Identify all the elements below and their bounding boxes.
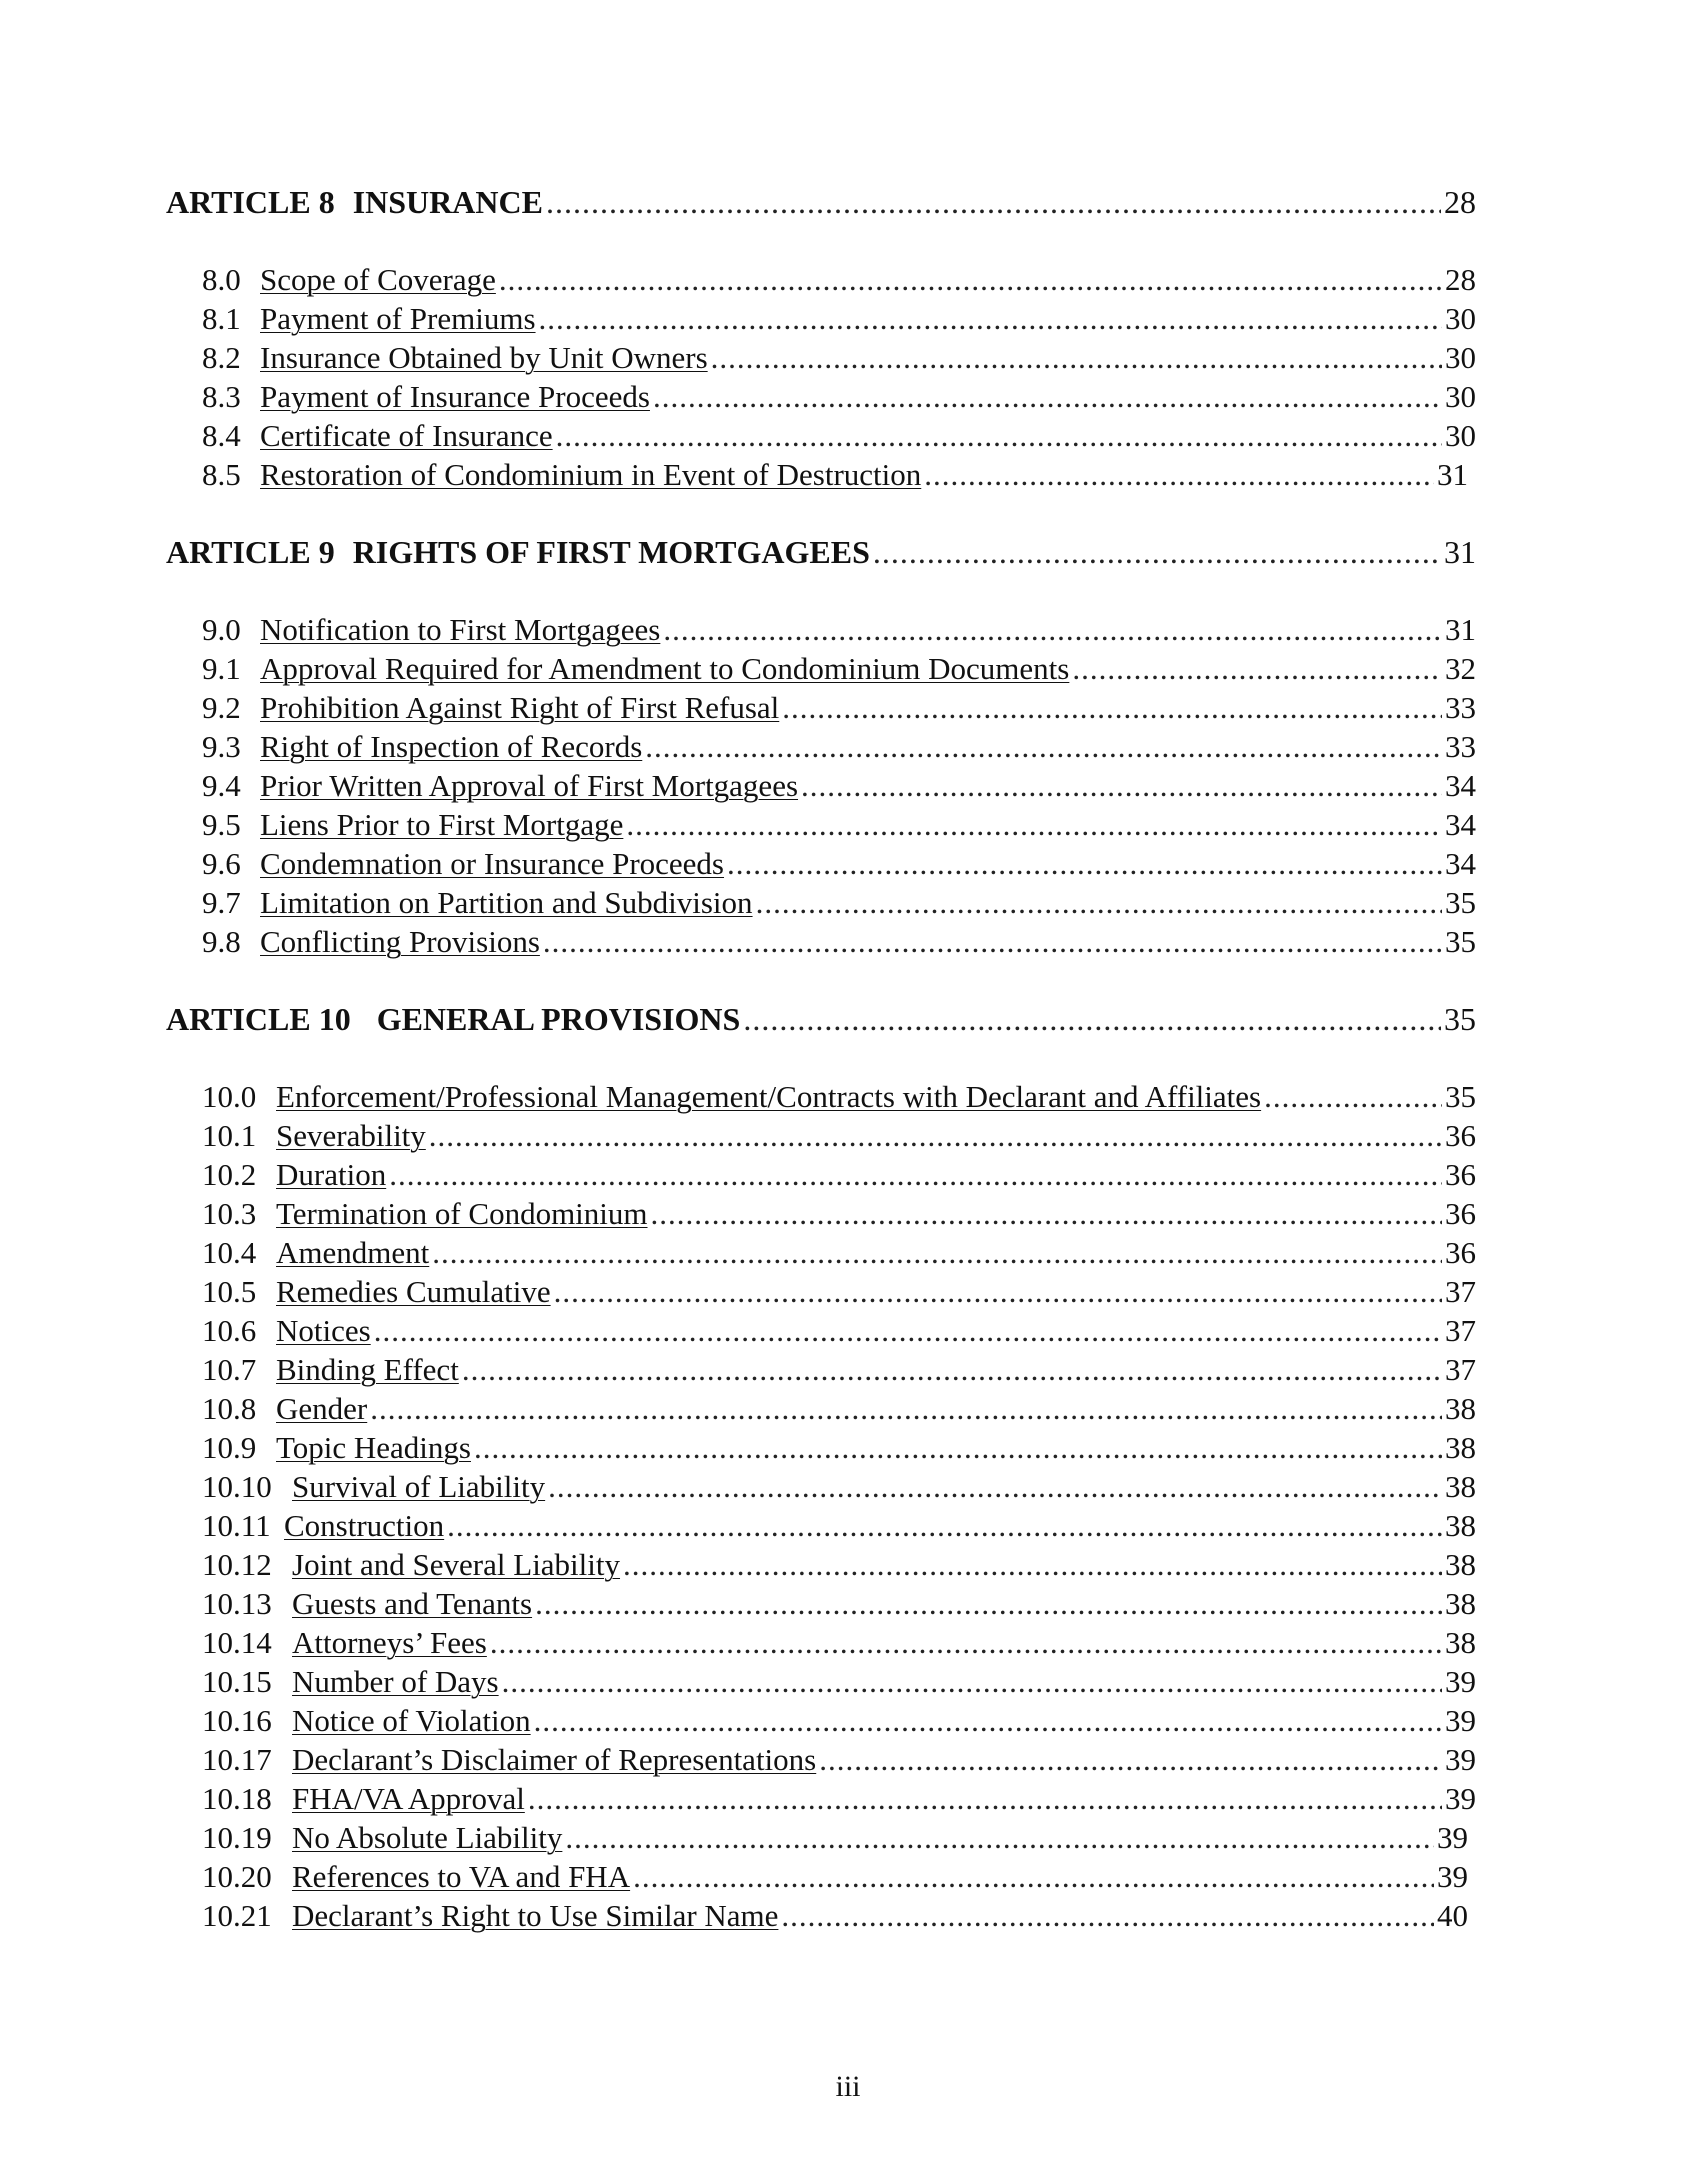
section-page: 34 xyxy=(1445,807,1476,842)
section-number: 9.6 xyxy=(202,846,241,881)
dot-leader xyxy=(727,844,1442,883)
dot-leader xyxy=(651,1194,1442,1233)
section-number: 9.4 xyxy=(202,768,241,803)
section-title: Notification to First Mortgagees xyxy=(260,612,661,647)
section-title: Notice of Violation xyxy=(292,1703,531,1738)
section-title: Declarant’s Disclaimer of Representations xyxy=(292,1742,817,1777)
toc-entry xyxy=(202,1740,1476,1779)
dot-leader xyxy=(539,299,1442,338)
table-of-contents xyxy=(166,182,1476,1973)
dot-leader xyxy=(534,1701,1442,1740)
toc-entry xyxy=(202,1896,1476,1935)
section-number: 10.2 xyxy=(202,1157,257,1192)
article-page: 28 xyxy=(1444,184,1476,220)
toc-entry xyxy=(202,883,1476,922)
section-number: 9.0 xyxy=(202,612,241,647)
dot-leader xyxy=(782,688,1442,727)
dot-leader xyxy=(623,1545,1442,1584)
section-page: 35 xyxy=(1445,924,1476,959)
section-number: 10.1 xyxy=(202,1118,257,1153)
dot-leader xyxy=(565,1818,1434,1857)
section-title: Severability xyxy=(276,1118,426,1153)
section-number: 10.3 xyxy=(202,1196,257,1231)
toc-entry xyxy=(202,1311,1476,1350)
section-page: 39 xyxy=(1445,1781,1476,1816)
toc-article-9 xyxy=(166,532,1476,572)
section-page: 39 xyxy=(1437,1859,1468,1894)
article-number: ARTICLE 8 xyxy=(166,184,335,220)
section-title: Topic Headings xyxy=(276,1430,471,1465)
toc-entry xyxy=(202,1272,1476,1311)
section-number: 9.1 xyxy=(202,651,241,686)
dot-leader xyxy=(546,182,1441,222)
toc-entry xyxy=(202,1545,1476,1584)
article-10-sections xyxy=(202,1077,1476,1935)
toc-entry xyxy=(202,1116,1476,1155)
article-9-sections xyxy=(202,610,1476,961)
toc-entry xyxy=(202,1701,1476,1740)
section-number: 8.1 xyxy=(202,301,241,336)
section-title: Prohibition Against Right of First Refusal xyxy=(260,690,780,725)
toc-entry xyxy=(202,1428,1476,1467)
section-title: Payment of Premiums xyxy=(260,301,536,336)
dot-leader xyxy=(711,338,1442,377)
section-number: 10.11 xyxy=(202,1508,271,1543)
section-page: 32 xyxy=(1445,651,1476,686)
section-number: 8.4 xyxy=(202,418,241,453)
section-page: 38 xyxy=(1445,1469,1476,1504)
section-page: 30 xyxy=(1445,418,1476,453)
article-number: ARTICLE 9 xyxy=(166,534,335,570)
toc-article-8 xyxy=(166,182,1476,222)
section-number: 10.4 xyxy=(202,1235,257,1270)
section-title: Attorneys’ Fees xyxy=(292,1625,487,1660)
dot-leader xyxy=(645,727,1442,766)
dot-leader xyxy=(462,1350,1442,1389)
section-page: 28 xyxy=(1445,262,1476,297)
section-title: Number of Days xyxy=(292,1664,499,1699)
section-title: Guests and Tenants xyxy=(292,1586,533,1621)
section-page: 39 xyxy=(1445,1703,1476,1738)
section-title: Restoration of Condominium in Event of Destruction xyxy=(260,457,922,492)
section-page: 36 xyxy=(1445,1196,1476,1231)
section-number: 10.12 xyxy=(202,1547,272,1582)
toc-entry xyxy=(202,260,1476,299)
section-title: Declarant’s Right to Use Similar Name xyxy=(292,1898,779,1933)
dot-leader xyxy=(873,532,1441,572)
page-number: iii xyxy=(835,2070,861,2103)
section-page: 40 xyxy=(1437,1898,1468,1933)
dot-leader xyxy=(663,610,1442,649)
section-title: References to VA and FHA xyxy=(292,1859,631,1894)
toc-article-10 xyxy=(166,999,1476,1039)
section-number: 10.19 xyxy=(202,1820,272,1855)
dot-leader xyxy=(653,377,1442,416)
section-page: 37 xyxy=(1445,1352,1476,1387)
section-page: 36 xyxy=(1445,1235,1476,1270)
article-page: 35 xyxy=(1444,1001,1476,1037)
section-number: 10.21 xyxy=(202,1898,272,1933)
dot-leader xyxy=(924,455,1434,494)
section-title: Enforcement/Professional Management/Contracts with Declarant and Affiliates xyxy=(276,1079,1262,1114)
section-page: 37 xyxy=(1445,1313,1476,1348)
dot-leader xyxy=(370,1389,1442,1428)
section-title: Conflicting Provisions xyxy=(260,924,540,959)
section-title: Prior Written Approval of First Mortgagees xyxy=(260,768,799,803)
section-number: 8.0 xyxy=(202,262,241,297)
section-title: Notices xyxy=(276,1313,371,1348)
section-page: 34 xyxy=(1445,768,1476,803)
dot-leader xyxy=(556,416,1442,455)
section-number: 10.9 xyxy=(202,1430,257,1465)
article-8-sections xyxy=(202,260,1476,494)
section-page: 35 xyxy=(1445,885,1476,920)
toc-entry xyxy=(202,1389,1476,1428)
section-title: Condemnation or Insurance Proceeds xyxy=(260,846,725,881)
toc-entry xyxy=(202,1818,1476,1857)
toc-entry xyxy=(202,377,1476,416)
section-page: 31 xyxy=(1445,612,1476,647)
section-page: 39 xyxy=(1437,1820,1468,1855)
toc-entry xyxy=(202,922,1476,961)
section-number: 8.2 xyxy=(202,340,241,375)
dot-leader xyxy=(447,1506,1442,1545)
section-page: 33 xyxy=(1445,729,1476,764)
section-page: 36 xyxy=(1445,1157,1476,1192)
dot-leader xyxy=(801,766,1442,805)
section-title: No Absolute Liability xyxy=(292,1820,563,1855)
section-number: 9.5 xyxy=(202,807,241,842)
section-number: 10.6 xyxy=(202,1313,257,1348)
section-page: 30 xyxy=(1445,301,1476,336)
toc-entry xyxy=(202,1350,1476,1389)
section-page: 33 xyxy=(1445,690,1476,725)
toc-entry xyxy=(202,766,1476,805)
dot-leader xyxy=(432,1233,1442,1272)
section-page: 38 xyxy=(1445,1586,1476,1621)
toc-entry xyxy=(202,1662,1476,1701)
article-number: ARTICLE 10 xyxy=(166,1001,351,1037)
dot-leader xyxy=(528,1779,1442,1818)
section-title: Insurance Obtained by Unit Owners xyxy=(260,340,708,375)
section-number: 10.10 xyxy=(202,1469,272,1504)
toc-entry xyxy=(202,1155,1476,1194)
section-title: Duration xyxy=(276,1157,387,1192)
toc-entry xyxy=(202,1623,1476,1662)
section-number: 10.7 xyxy=(202,1352,257,1387)
toc-entry xyxy=(202,416,1476,455)
toc-entry xyxy=(202,727,1476,766)
section-title: Amendment xyxy=(276,1235,430,1270)
dot-leader xyxy=(429,1116,1442,1155)
section-title: Termination of Condominium xyxy=(276,1196,648,1231)
section-page: 38 xyxy=(1445,1625,1476,1660)
section-page: 38 xyxy=(1445,1547,1476,1582)
section-page: 31 xyxy=(1437,457,1468,492)
section-page: 38 xyxy=(1445,1508,1476,1543)
section-number: 10.18 xyxy=(202,1781,272,1816)
section-title: Payment of Insurance Proceeds xyxy=(260,379,650,414)
toc-entry xyxy=(202,299,1476,338)
section-number: 10.14 xyxy=(202,1625,272,1660)
dot-leader xyxy=(1072,649,1442,688)
section-page: 30 xyxy=(1445,340,1476,375)
section-title: Limitation on Partition and Subdivision xyxy=(260,885,753,920)
toc-entry xyxy=(202,1857,1476,1896)
toc-entry xyxy=(202,338,1476,377)
section-number: 8.3 xyxy=(202,379,241,414)
section-page: 39 xyxy=(1445,1664,1476,1699)
article-title: GENERAL PROVISIONS xyxy=(376,1001,741,1037)
section-number: 9.3 xyxy=(202,729,241,764)
toc-entry xyxy=(202,1194,1476,1233)
section-number: 10.5 xyxy=(202,1274,257,1309)
article-title: RIGHTS OF FIRST MORTGAGEES xyxy=(352,534,870,570)
article-title: INSURANCE xyxy=(352,184,543,220)
section-number: 10.8 xyxy=(202,1391,257,1426)
section-title: Binding Effect xyxy=(276,1352,459,1387)
section-title: FHA/VA Approval xyxy=(292,1781,525,1816)
toc-entry xyxy=(202,610,1476,649)
dot-leader xyxy=(1264,1077,1442,1116)
toc-entry xyxy=(202,1779,1476,1818)
section-page: 38 xyxy=(1445,1430,1476,1465)
section-number: 9.7 xyxy=(202,885,241,920)
section-title: Right of Inspection of Records xyxy=(260,729,643,764)
dot-leader xyxy=(743,999,1441,1039)
toc-entry xyxy=(202,1584,1476,1623)
toc-entry xyxy=(202,805,1476,844)
toc-entry xyxy=(202,844,1476,883)
dot-leader xyxy=(626,805,1442,844)
dot-leader xyxy=(633,1857,1434,1896)
section-number: 10.16 xyxy=(202,1703,272,1738)
section-number: 10.20 xyxy=(202,1859,272,1894)
dot-leader xyxy=(554,1272,1442,1311)
section-title: Gender xyxy=(276,1391,368,1426)
dot-leader xyxy=(374,1311,1442,1350)
toc-entry xyxy=(202,1467,1476,1506)
section-number: 10.15 xyxy=(202,1664,272,1699)
dot-leader xyxy=(535,1584,1442,1623)
dot-leader xyxy=(490,1623,1442,1662)
section-title: Joint and Several Liability xyxy=(292,1547,621,1582)
section-page: 39 xyxy=(1445,1742,1476,1777)
toc-entry xyxy=(202,1233,1476,1272)
section-title: Scope of Coverage xyxy=(260,262,496,297)
section-title: Construction xyxy=(284,1508,445,1543)
section-number: 10.0 xyxy=(202,1079,257,1114)
toc-entry xyxy=(202,1506,1476,1545)
dot-leader xyxy=(819,1740,1442,1779)
section-page: 34 xyxy=(1445,846,1476,881)
dot-leader xyxy=(543,922,1442,961)
section-number: 10.13 xyxy=(202,1586,272,1621)
section-title: Liens Prior to First Mortgage xyxy=(260,807,624,842)
section-number: 9.2 xyxy=(202,690,241,725)
dot-leader xyxy=(781,1896,1434,1935)
section-title: Certificate of Insurance xyxy=(260,418,553,453)
section-page: 30 xyxy=(1445,379,1476,414)
dot-leader xyxy=(502,1662,1442,1701)
dot-leader xyxy=(548,1467,1442,1506)
dot-leader xyxy=(499,260,1442,299)
section-page: 38 xyxy=(1445,1391,1476,1426)
dot-leader xyxy=(389,1155,1442,1194)
section-number: 9.8 xyxy=(202,924,241,959)
section-title: Approval Required for Amendment to Condominium Documents xyxy=(260,651,1070,686)
section-title: Remedies Cumulative xyxy=(276,1274,551,1309)
section-page: 36 xyxy=(1445,1118,1476,1153)
section-page: 37 xyxy=(1445,1274,1476,1309)
article-page: 31 xyxy=(1444,534,1476,570)
toc-entry xyxy=(202,688,1476,727)
section-title: Survival of Liability xyxy=(292,1469,546,1504)
toc-entry xyxy=(202,455,1476,494)
toc-entry xyxy=(202,649,1476,688)
dot-leader xyxy=(474,1428,1442,1467)
section-page: 35 xyxy=(1445,1079,1476,1114)
section-number: 8.5 xyxy=(202,457,241,492)
toc-entry xyxy=(202,1077,1476,1116)
section-number: 10.17 xyxy=(202,1742,272,1777)
dot-leader xyxy=(756,883,1442,922)
